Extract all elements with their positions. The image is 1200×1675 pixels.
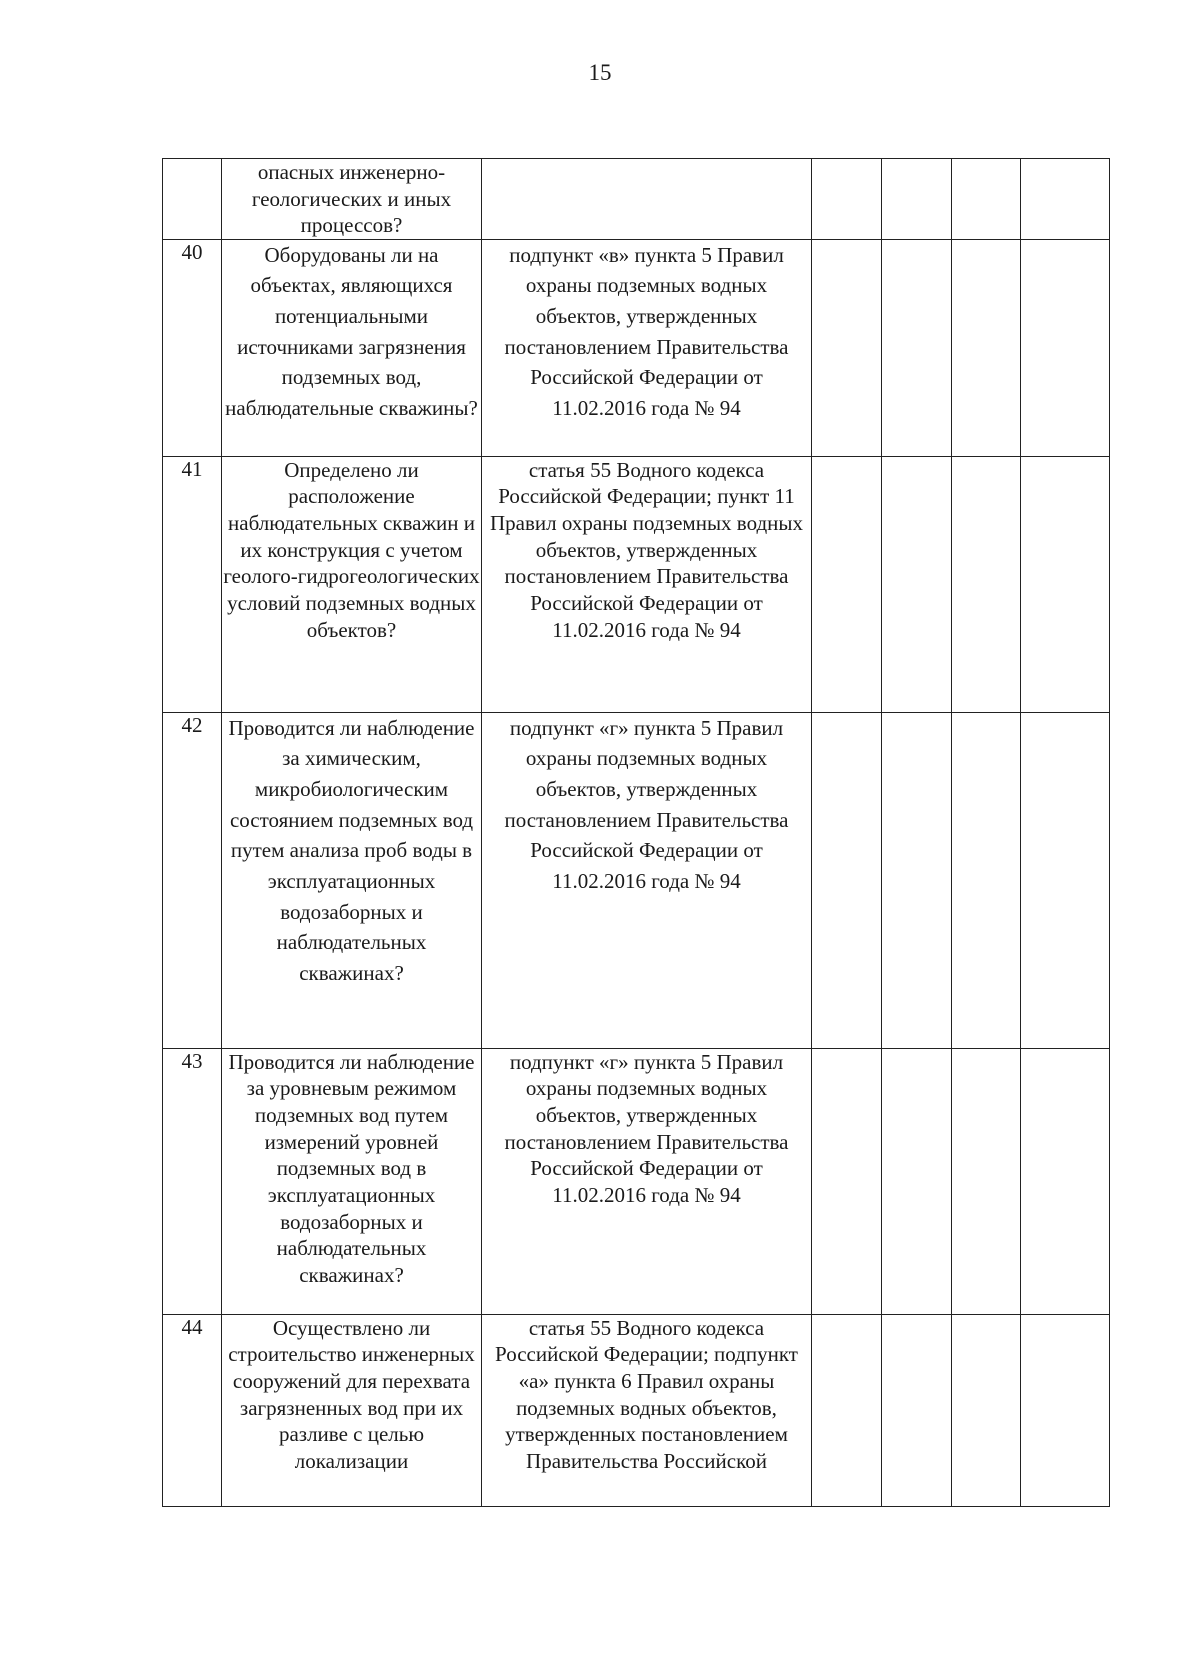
answer-cell-na xyxy=(952,159,1021,240)
reference-cell: подпункт «г» пункта 5 Правил охраны подземных водных объектов, утвержденных постановлением Правительства Российской Федерации от 11.02.2016 года № 94 xyxy=(482,1048,812,1314)
reference-cell: подпункт «в» пункта 5 Правил охраны подземных водных объектов, утвержденных постановлением Правительства Российской Федерации от 11.02.2016 года № 94 xyxy=(482,239,812,456)
answer-cell-yes xyxy=(812,159,882,240)
reference-cell: статья 55 Водного кодекса Российской Федерации; пункт 11 Правил охраны подземных водных объектов, утвержденных постановлением Правительства Российской Федерации от 11.02.2016 года № 94 xyxy=(482,456,812,712)
table-row xyxy=(163,239,1110,456)
answer-cell-yes xyxy=(812,1048,882,1314)
table-row xyxy=(163,456,1110,712)
notes-cell xyxy=(1021,239,1110,456)
row-number: 41 xyxy=(163,456,222,712)
notes-cell xyxy=(1021,1048,1110,1314)
question-cell: опасных инженерно-геологических и иных процессов? xyxy=(222,159,482,240)
answer-cell-na xyxy=(952,712,1021,1048)
row-number: 42 xyxy=(163,712,222,1048)
answer-cell-no xyxy=(882,1314,952,1506)
answer-cell-no xyxy=(882,1048,952,1314)
notes-cell xyxy=(1021,159,1110,240)
page-number: 15 xyxy=(588,60,612,85)
answer-cell-yes xyxy=(812,239,882,456)
row-number xyxy=(163,159,222,240)
row-number: 44 xyxy=(163,1314,222,1506)
answer-cell-no xyxy=(882,456,952,712)
answer-cell-na xyxy=(952,1048,1021,1314)
row-number: 43 xyxy=(163,1048,222,1314)
answer-cell-no xyxy=(882,239,952,456)
notes-cell xyxy=(1021,1314,1110,1506)
answer-cell-no xyxy=(882,712,952,1048)
table-row xyxy=(163,712,1110,1048)
question-cell: Осуществлено ли строительство инженерных сооружений для перехвата загрязненных вод при их разливе с целью локализации xyxy=(222,1314,482,1506)
checklist-table xyxy=(162,158,1110,1507)
answer-cell-na xyxy=(952,456,1021,712)
answer-cell-yes xyxy=(812,1314,882,1506)
table-row xyxy=(163,159,1110,240)
reference-cell: статья 55 Водного кодекса Российской Федерации; подпункт «а» пункта 6 Правил охраны подземных водных объектов, утвержденных постановлением Правительства Российской xyxy=(482,1314,812,1506)
answer-cell-na xyxy=(952,1314,1021,1506)
table-row xyxy=(163,1314,1110,1506)
answer-cell-yes xyxy=(812,712,882,1048)
answer-cell-yes xyxy=(812,456,882,712)
question-cell: Проводится ли наблюдение за уровневым режимом подземных вод путем измерений уровней подземных вод в эксплуатационных водозаборных и наблюдательных скважинах? xyxy=(222,1048,482,1314)
table-row xyxy=(163,1048,1110,1314)
notes-cell xyxy=(1021,456,1110,712)
reference-cell xyxy=(482,159,812,240)
answer-cell-no xyxy=(882,159,952,240)
notes-cell xyxy=(1021,712,1110,1048)
row-number: 40 xyxy=(163,239,222,456)
question-cell: Оборудованы ли на объектах, являющихся потенциальными источниками загрязнения подземных вод, наблюдательные скважины? xyxy=(222,239,482,456)
reference-cell: подпункт «г» пункта 5 Правил охраны подземных водных объектов, утвержденных постановлением Правительства Российской Федерации от 11.02.2016 года № 94 xyxy=(482,712,812,1048)
question-cell: Определено ли расположение наблюдательных скважин и их конструкция с учетом геолого-гидрогеологических условий подземных водных объектов? xyxy=(222,456,482,712)
question-cell: Проводится ли наблюдение за химическим, микробиологическим состоянием подземных вод путем анализа проб воды в эксплуатационных водозаборных и наблюдательных скважинах? xyxy=(222,712,482,1048)
answer-cell-na xyxy=(952,239,1021,456)
